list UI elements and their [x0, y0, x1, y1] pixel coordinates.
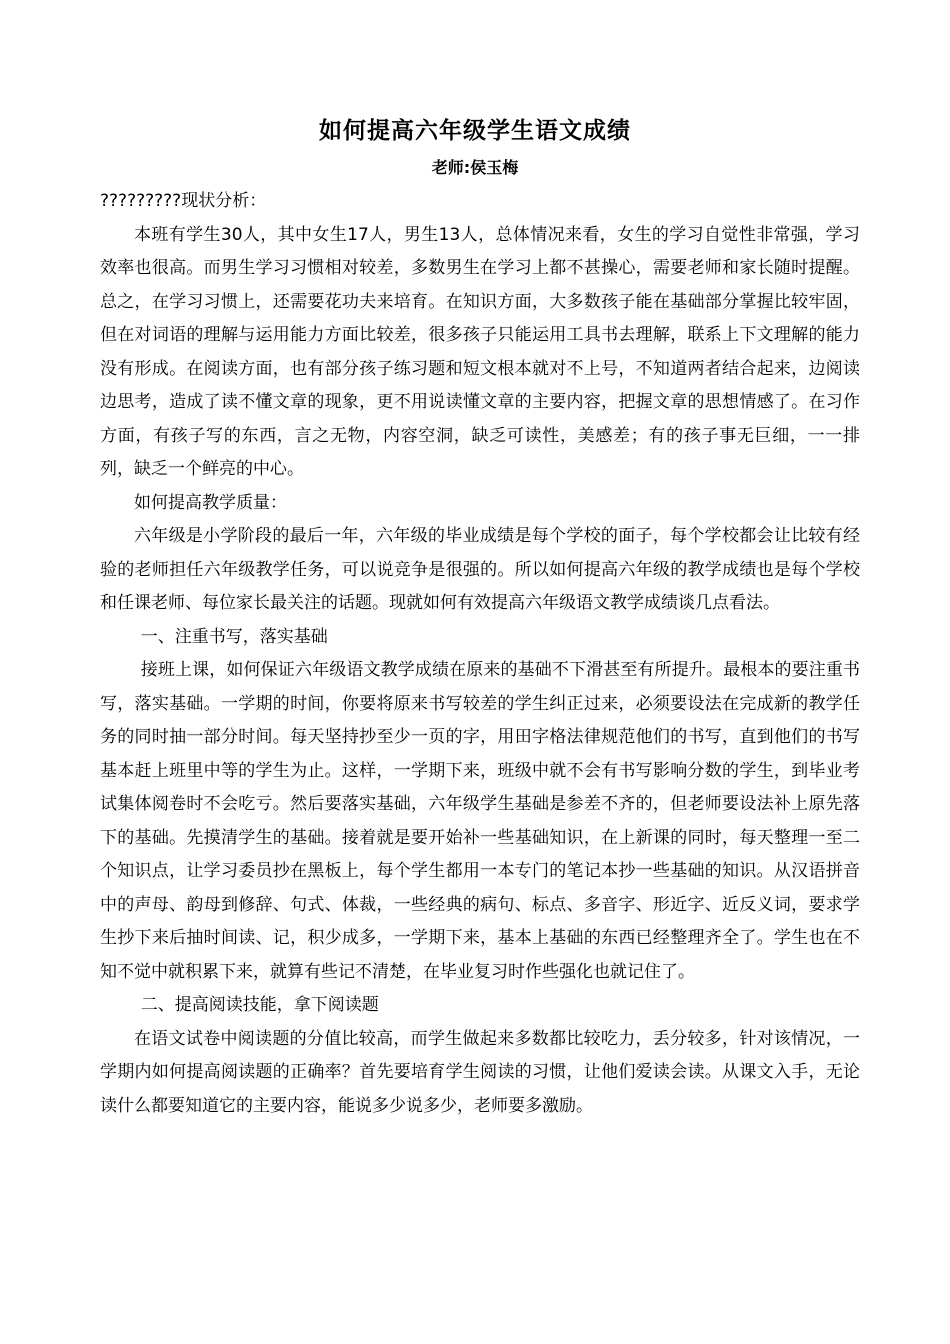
- paragraph-intro: 六年级是小学阶段的最后一年，六年级的毕业成绩是每个学校的面子，每个学校都会让比较有经验的老师担任六年级教学任务，可以说竞争是很强的。所以如何提高六年级的教学成绩也是每个学校和任课老师、每位家长最关注的话题。现就如何有效提高六年级语文教学成绩谈几点看法。: [100, 526, 860, 613]
- section-heading-2: 二、提高阅读技能，拿下阅读题: [140, 995, 379, 1015]
- section-heading-1: 一、注重书写，落实基础: [140, 626, 328, 647]
- paragraph-writing-basics: 接班上课，如何保证六年级语文教学成绩在原来的基础不下滑甚至有所提升。最根本的要注重书写，落实基础。一学期的时间，你要将原来书写较差的学生纠正过来，必须要设法在完成新的教学任务的同时抽一部分时间。每天坚持抄至少一页的字，用田字格法律规范他们的书写，直到他们的书写基本赶上班里中等的学生为止。这样，一学期下来，班级中就不会有书写影响分数的学生，到毕业考试集体阅卷时不会吃亏。然后要落实基础，六年级学生基础是参差不齐的，但老师要设法补上原先落下的基础。先摸清学生的基础。接着就是要开始补一些基础知识，在上新课的同时，每天整理一至二个知识点，让学习委员抄在黑板上，每个学生都用一本专门的笔记本抄一些基础的知识。从汉语拼音中的声母、韵母到修辞、句式、体裁，一些经典的病句、标点、多音字、形近字、近反义词，要求学生抄下来后抽时间读、记，积少成多，一学期下来，基本上基础的东西已经整理齐全了。学生也在不知不觉中就积累下来，就算有些记不清楚，在毕业复习时作些强化也就记住了。: [100, 660, 860, 982]
- document-title: 如何提高六年级学生语文成绩: [319, 118, 631, 144]
- document-body: [100, 185, 860, 1123]
- paragraph-status-analysis: 本班有学生30人，其中女生17人，男生13人，总体情况来看，女生的学习自觉性非常强，学习效率也很高。而男生学习习惯相对较差，多数男生在学习上都不甚操心，需要老师和家长随时提醒。总之，在学习习惯上，还需要花功夫来培育。在知识方面，大多数孩子能在基础部分掌握比较牢固，但在对词语的理解与运用能力方面比较差，很多孩子只能运用工具书去理解，联系上下文理解的能力没有形成。在阅读方面，也有部分孩子练习题和短文根本就对不上号，不知道两者结合起来，边阅读边思考，造成了读不懂文章的现象，更不用说读懂文章的主要内容，把握文章的思想情感了。在习作方面，有孩子写的东西，言之无物，内容空洞，缺乏可读性，美感差；有的孩子事无巨细，一一排列，缺乏一个鲜亮的中心。: [100, 224, 860, 479]
- paragraph-reading-skills: 在语文试卷中阅读题的分值比较高，而学生做起来多数都比较吃力，丢分较多，针对该情况，一学期内如何提高阅读题的正确率？首先要培育学生阅读的习惯，让他们爱读会读。从课文入手，无论读什么都要知道它的主要内容，能说多少说多少，老师要多激励。: [100, 1028, 860, 1116]
- document-author: 老师:侯玉梅: [431, 158, 519, 177]
- section-label-status: ?????????现状分析：: [100, 191, 267, 211]
- section-label-quality: 如何提高教学质量：: [134, 492, 287, 513]
